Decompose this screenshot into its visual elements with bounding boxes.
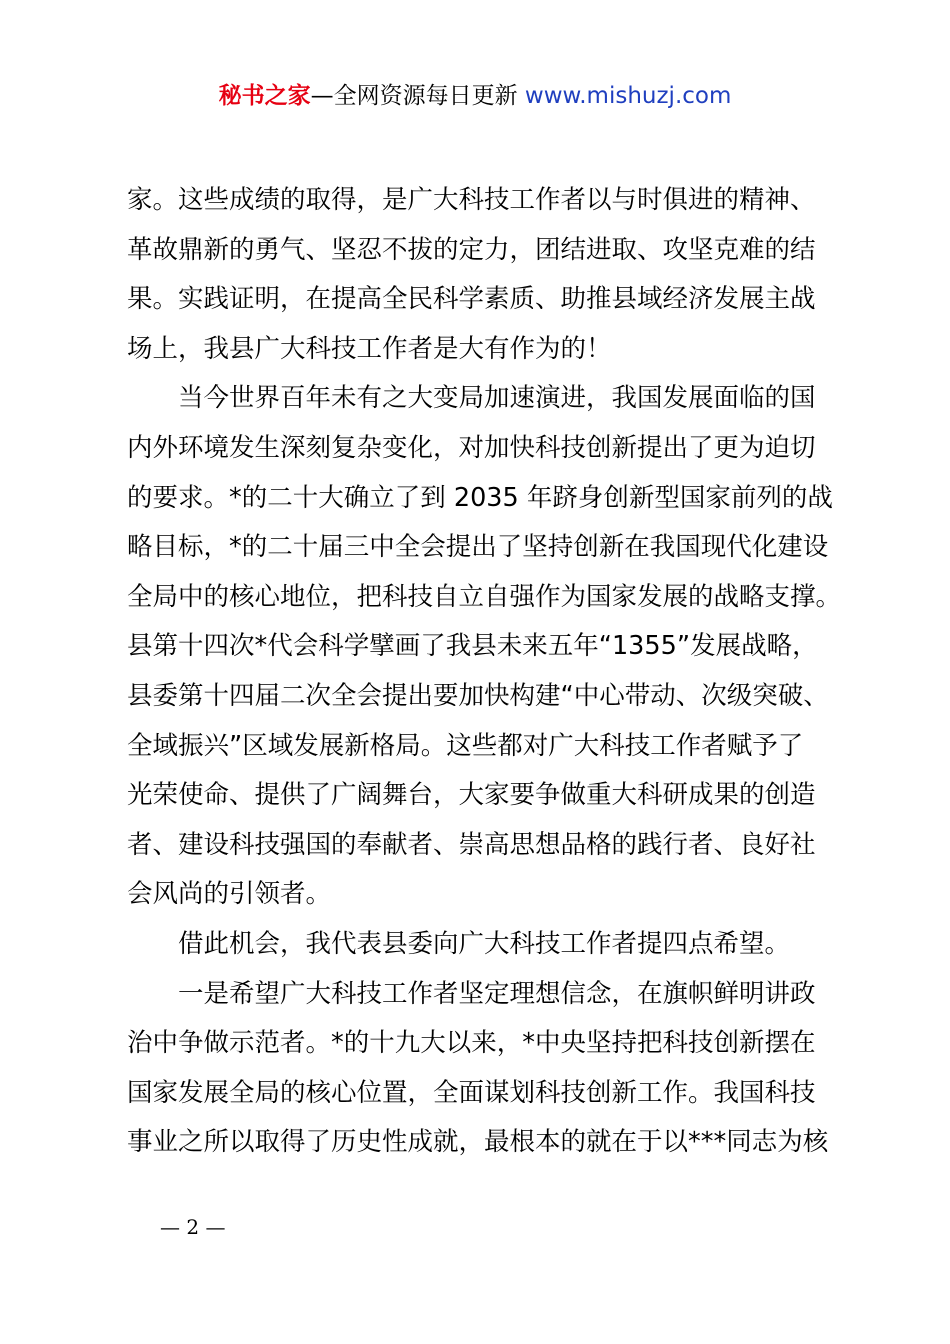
body-line: 全域振兴”区域发展新格局。这些都对广大科技工作者赋予了 <box>127 730 804 761</box>
body-line: 一是希望广大科技工作者坚定理想信念，在旗帜鲜明讲政 <box>178 978 816 1009</box>
page-number: — 2 — <box>160 1215 226 1239</box>
body-line: 治中争做示范者。*的十九大以来，*中央坚持把科技创新摆在 <box>127 1028 816 1059</box>
body-line: 的要求。*的二十大确立了到 2035 年跻身创新型国家前列的战 <box>127 482 833 513</box>
site-brand: 秘书之家 <box>218 83 311 109</box>
site-url-link[interactable]: www.mishuzj.com <box>524 83 732 109</box>
site-header <box>0 80 950 112</box>
body-line: 者、建设科技强国的奉献者、崇高思想品格的践行者、良好社 <box>127 829 816 860</box>
header-separator: — <box>310 83 334 109</box>
body-line: 事业之所以取得了历史性成就，最根本的就在于以***同志为核 <box>127 1127 829 1158</box>
body-line: 果。实践证明，在提高全民科学素质、助推县域经济发展主战 <box>127 284 816 315</box>
body-line: 略目标，*的二十届三中全会提出了坚持创新在我国现代化建设 <box>127 532 829 563</box>
document-body <box>127 176 842 1168</box>
body-line: 革故鼎新的勇气、坚忍不拔的定力，团结进取、攻坚克难的结 <box>127 234 816 265</box>
body-line: 场上，我县广大科技工作者是大有作为的！ <box>127 333 612 364</box>
body-line: 县第十四次*代会科学擘画了我县未来五年“1355”发展战略， <box>127 631 818 662</box>
body-line: 当今世界百年未有之大变局加速演进，我国发展面临的国 <box>178 383 816 414</box>
body-line: 内外环境发生深刻复杂变化，对加快科技创新提出了更为迫切 <box>127 432 816 463</box>
body-line: 借此机会，我代表县委向广大科技工作者提四点希望。 <box>178 928 791 959</box>
body-line: 国家发展全局的核心位置，全面谋划科技创新工作。我国科技 <box>127 1077 816 1108</box>
body-line: 会风尚的引领者。 <box>127 879 332 910</box>
body-line: 全局中的核心地位，把科技自立自强作为国家发展的战略支撑。 <box>127 581 842 612</box>
site-tagline: 全网资源每日更新 <box>333 83 518 109</box>
body-line: 家。这些成绩的取得，是广大科技工作者以与时俱进的精神、 <box>127 185 816 215</box>
body-line: 光荣使命、提供了广阔舞台，大家要争做重大科研成果的创造 <box>127 780 816 811</box>
body-line: 县委第十四届二次全会提出要加快构建“中心带动、次级突破、 <box>127 680 829 711</box>
